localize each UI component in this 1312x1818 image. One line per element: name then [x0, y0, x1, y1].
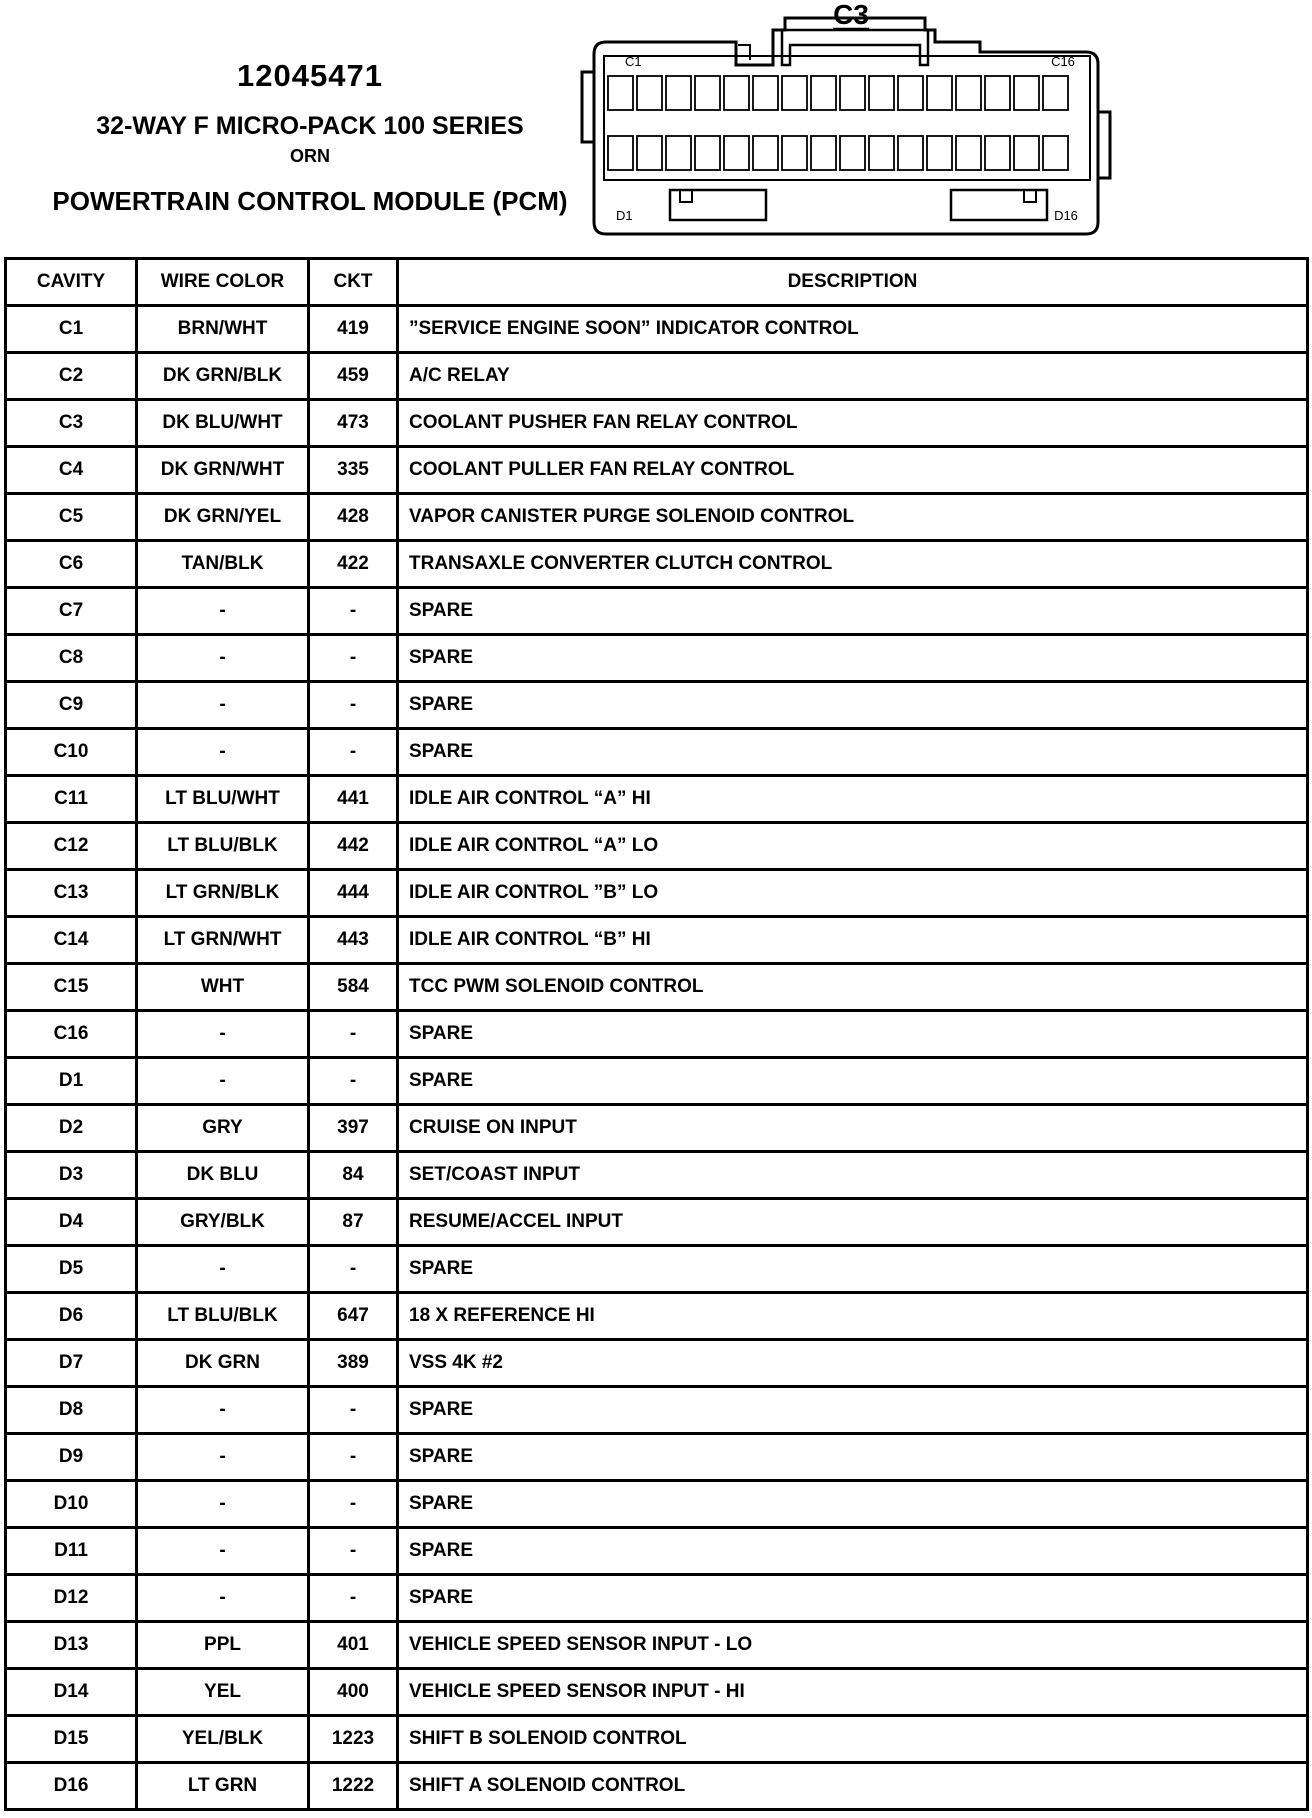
- pin-cavity-c12: [927, 76, 952, 110]
- cell-description: CRUISE ON INPUT: [398, 1105, 1308, 1152]
- cell-ckt: -: [309, 729, 398, 776]
- cell-description: SPARE: [398, 1575, 1308, 1622]
- cell-wire-color: -: [137, 588, 309, 635]
- pin-cavity-c7: [782, 76, 807, 110]
- cell-description: TCC PWM SOLENOID CONTROL: [398, 964, 1308, 1011]
- cell-ckt: 1222: [309, 1763, 398, 1810]
- cell-description: SHIFT A SOLENOID CONTROL: [398, 1763, 1308, 1810]
- pin-cavity-c2: [637, 76, 662, 110]
- cell-cavity: C14: [6, 917, 137, 964]
- module-name: POWERTRAIN CONTROL MODULE (PCM): [52, 186, 568, 216]
- cell-cavity: C2: [6, 353, 137, 400]
- table-row: [6, 1528, 1308, 1575]
- table-row: [6, 682, 1308, 729]
- cell-ckt: -: [309, 1481, 398, 1528]
- cell-cavity: C9: [6, 682, 137, 729]
- pin-cavity-d5: [724, 136, 749, 170]
- cell-description: VEHICLE SPEED SENSOR INPUT - HI: [398, 1669, 1308, 1716]
- cell-ckt: 473: [309, 400, 398, 447]
- cell-wire-color: -: [137, 1528, 309, 1575]
- cell-wire-color: -: [137, 682, 309, 729]
- pin-cavity-d10: [869, 136, 894, 170]
- cell-cavity: C11: [6, 776, 137, 823]
- cell-description: VAPOR CANISTER PURGE SOLENOID CONTROL: [398, 494, 1308, 541]
- cell-wire-color: DK GRN: [137, 1340, 309, 1387]
- pin-cavity-c6: [753, 76, 778, 110]
- cell-cavity: C6: [6, 541, 137, 588]
- table-row: [6, 494, 1308, 541]
- pin-cavity-d11: [898, 136, 923, 170]
- header-wire-color: WIRE COLOR: [137, 259, 309, 306]
- cell-description: SET/COAST INPUT: [398, 1152, 1308, 1199]
- cell-cavity: D5: [6, 1246, 137, 1293]
- cell-ckt: 428: [309, 494, 398, 541]
- cell-ckt: 441: [309, 776, 398, 823]
- cell-description: SPARE: [398, 682, 1308, 729]
- pin-cavity-d8: [811, 136, 836, 170]
- connector-type: 32-WAY F MICRO-PACK 100 SERIES: [96, 112, 524, 140]
- cell-description: VEHICLE SPEED SENSOR INPUT - LO: [398, 1622, 1308, 1669]
- table-row: [6, 964, 1308, 1011]
- connector-color: ORN: [290, 146, 330, 166]
- pin-cavity-d6: [753, 136, 778, 170]
- cell-ckt: 389: [309, 1340, 398, 1387]
- cell-ckt: 444: [309, 870, 398, 917]
- table-row: [6, 1387, 1308, 1434]
- cell-ckt: 401: [309, 1622, 398, 1669]
- table-row: [6, 1669, 1308, 1716]
- cell-description: SPARE: [398, 1528, 1308, 1575]
- cell-description: SHIFT B SOLENOID CONTROL: [398, 1716, 1308, 1763]
- cell-ckt: 459: [309, 353, 398, 400]
- cell-wire-color: LT GRN/BLK: [137, 870, 309, 917]
- cell-cavity: D4: [6, 1199, 137, 1246]
- cell-wire-color: -: [137, 1058, 309, 1105]
- pinout-table: [4, 257, 1309, 1811]
- table-row: [6, 1622, 1308, 1669]
- table-row: [6, 306, 1308, 353]
- table-row: [6, 823, 1308, 870]
- cell-ckt: 443: [309, 917, 398, 964]
- cell-ckt: -: [309, 1058, 398, 1105]
- cell-ckt: -: [309, 1575, 398, 1622]
- table-row: [6, 870, 1308, 917]
- pin-cavity-d2: [637, 136, 662, 170]
- pin-label-c1: C1: [625, 54, 642, 69]
- cell-cavity: D6: [6, 1293, 137, 1340]
- cell-cavity: D8: [6, 1387, 137, 1434]
- cell-description: SPARE: [398, 1481, 1308, 1528]
- cell-ckt: 419: [309, 306, 398, 353]
- cell-wire-color: -: [137, 1387, 309, 1434]
- pin-cavity-c11: [898, 76, 923, 110]
- cell-description: SPARE: [398, 1246, 1308, 1293]
- cell-ckt: -: [309, 1434, 398, 1481]
- cell-cavity: D13: [6, 1622, 137, 1669]
- cell-wire-color: DK GRN/BLK: [137, 353, 309, 400]
- cell-wire-color: -: [137, 1011, 309, 1058]
- cell-ckt: -: [309, 1246, 398, 1293]
- cell-description: IDLE AIR CONTROL “A” LO: [398, 823, 1308, 870]
- pin-cavity-c3: [666, 76, 691, 110]
- cell-wire-color: DK BLU/WHT: [137, 400, 309, 447]
- cell-wire-color: -: [137, 1434, 309, 1481]
- cell-ckt: 442: [309, 823, 398, 870]
- table-row: [6, 917, 1308, 964]
- cell-cavity: D11: [6, 1528, 137, 1575]
- cell-description: IDLE AIR CONTROL “B” HI: [398, 917, 1308, 964]
- table-row: [6, 400, 1308, 447]
- cell-ckt: -: [309, 1387, 398, 1434]
- cell-ckt: 397: [309, 1105, 398, 1152]
- table-row: [6, 353, 1308, 400]
- cell-wire-color: LT BLU/WHT: [137, 776, 309, 823]
- cell-wire-color: BRN/WHT: [137, 306, 309, 353]
- table-header-row: [6, 259, 1308, 306]
- cell-wire-color: LT BLU/BLK: [137, 823, 309, 870]
- cell-description: SPARE: [398, 588, 1308, 635]
- pin-cavity-d9: [840, 136, 865, 170]
- table-row: [6, 1293, 1308, 1340]
- cell-description: SPARE: [398, 635, 1308, 682]
- cell-cavity: D3: [6, 1152, 137, 1199]
- cell-cavity: D9: [6, 1434, 137, 1481]
- cell-wire-color: GRY: [137, 1105, 309, 1152]
- cell-description: COOLANT PULLER FAN RELAY CONTROL: [398, 447, 1308, 494]
- cell-wire-color: PPL: [137, 1622, 309, 1669]
- table-row: [6, 1340, 1308, 1387]
- pin-cavity-d4: [695, 136, 720, 170]
- table-row: [6, 776, 1308, 823]
- pin-cavity-c16: [1043, 76, 1068, 110]
- cell-cavity: D1: [6, 1058, 137, 1105]
- table-row: [6, 1152, 1308, 1199]
- cell-description: A/C RELAY: [398, 353, 1308, 400]
- cell-ckt: 584: [309, 964, 398, 1011]
- pin-cavity-d16: [1043, 136, 1068, 170]
- pin-cavity-c5: [724, 76, 749, 110]
- cell-cavity: D15: [6, 1716, 137, 1763]
- cell-wire-color: YEL: [137, 1669, 309, 1716]
- cell-ckt: -: [309, 1011, 398, 1058]
- cell-description: SPARE: [398, 1011, 1308, 1058]
- cell-description: IDLE AIR CONTROL “A” HI: [398, 776, 1308, 823]
- cell-ckt: 422: [309, 541, 398, 588]
- pin-cavity-d3: [666, 136, 691, 170]
- table-row: [6, 1481, 1308, 1528]
- table-row: [6, 1763, 1308, 1810]
- cell-cavity: C5: [6, 494, 137, 541]
- pin-cavity-d12: [927, 136, 952, 170]
- connector-diagram: [568, 0, 1168, 240]
- cell-ckt: -: [309, 682, 398, 729]
- part-number: 12045471: [237, 58, 383, 93]
- cell-cavity: C3: [6, 400, 137, 447]
- pin-cavity-d14: [985, 136, 1010, 170]
- pin-label-c16: C16: [1051, 54, 1075, 69]
- cell-ckt: -: [309, 635, 398, 682]
- cell-wire-color: TAN/BLK: [137, 541, 309, 588]
- cell-description: TRANSAXLE CONVERTER CLUTCH CONTROL: [398, 541, 1308, 588]
- header-cavity: CAVITY: [6, 259, 137, 306]
- cell-ckt: 647: [309, 1293, 398, 1340]
- cell-description: 18 X REFERENCE HI: [398, 1293, 1308, 1340]
- cell-description: ”SERVICE ENGINE SOON” INDICATOR CONTROL: [398, 306, 1308, 353]
- cell-wire-color: -: [137, 635, 309, 682]
- cell-ckt: 87: [309, 1199, 398, 1246]
- cell-cavity: C12: [6, 823, 137, 870]
- cell-cavity: C7: [6, 588, 137, 635]
- pin-cavity-c10: [869, 76, 894, 110]
- table-row: [6, 1575, 1308, 1622]
- cell-cavity: C15: [6, 964, 137, 1011]
- cell-description: VSS 4K #2: [398, 1340, 1308, 1387]
- pin-cavity-c8: [811, 76, 836, 110]
- cell-wire-color: WHT: [137, 964, 309, 1011]
- pin-label-d1: D1: [616, 208, 633, 223]
- pin-row-c: [608, 76, 1068, 110]
- cell-cavity: C13: [6, 870, 137, 917]
- pin-cavity-d13: [956, 136, 981, 170]
- cell-description: SPARE: [398, 1434, 1308, 1481]
- pin-cavity-c1: [608, 76, 633, 110]
- cell-description: SPARE: [398, 1058, 1308, 1105]
- table-row: [6, 1105, 1308, 1152]
- cell-ckt: -: [309, 1528, 398, 1575]
- table-row: [6, 588, 1308, 635]
- header-ckt: CKT: [309, 259, 398, 306]
- pin-cavity-d7: [782, 136, 807, 170]
- cell-cavity: C4: [6, 447, 137, 494]
- cell-wire-color: YEL/BLK: [137, 1716, 309, 1763]
- table-row: [6, 1011, 1308, 1058]
- table-row: [6, 1716, 1308, 1763]
- pin-cavity-c9: [840, 76, 865, 110]
- pin-label-d16: D16: [1054, 208, 1078, 223]
- cell-wire-color: LT GRN: [137, 1763, 309, 1810]
- cell-cavity: C16: [6, 1011, 137, 1058]
- cell-wire-color: DK BLU: [137, 1152, 309, 1199]
- cell-cavity: D14: [6, 1669, 137, 1716]
- table-row: [6, 1058, 1308, 1105]
- pin-cavity-c14: [985, 76, 1010, 110]
- pin-cavity-c15: [1014, 76, 1039, 110]
- pin-cavity-d15: [1014, 136, 1039, 170]
- cell-ckt: -: [309, 588, 398, 635]
- table-row: [6, 1246, 1308, 1293]
- cell-wire-color: -: [137, 1246, 309, 1293]
- cell-ckt: 335: [309, 447, 398, 494]
- cell-ckt: 84: [309, 1152, 398, 1199]
- cell-description: SPARE: [398, 1387, 1308, 1434]
- cell-description: IDLE AIR CONTROL ”B” LO: [398, 870, 1308, 917]
- cell-cavity: D12: [6, 1575, 137, 1622]
- cell-cavity: D2: [6, 1105, 137, 1152]
- connector-label: C3: [833, 0, 869, 30]
- cell-description: SPARE: [398, 729, 1308, 776]
- cell-ckt: 1223: [309, 1716, 398, 1763]
- pin-cavity-d1: [608, 136, 633, 170]
- cell-wire-color: -: [137, 1481, 309, 1528]
- cell-description: COOLANT PUSHER FAN RELAY CONTROL: [398, 400, 1308, 447]
- cell-wire-color: LT BLU/BLK: [137, 1293, 309, 1340]
- cell-wire-color: GRY/BLK: [137, 1199, 309, 1246]
- cell-cavity: C8: [6, 635, 137, 682]
- header-description: DESCRIPTION: [398, 259, 1308, 306]
- pin-cavity-c13: [956, 76, 981, 110]
- cell-cavity: C1: [6, 306, 137, 353]
- table-row: [6, 1434, 1308, 1481]
- cell-cavity: D10: [6, 1481, 137, 1528]
- table-row: [6, 447, 1308, 494]
- cell-wire-color: DK GRN/YEL: [137, 494, 309, 541]
- pin-row-d: [608, 136, 1068, 170]
- cell-wire-color: -: [137, 729, 309, 776]
- cell-description: RESUME/ACCEL INPUT: [398, 1199, 1308, 1246]
- table-row: [6, 541, 1308, 588]
- cell-cavity: D16: [6, 1763, 137, 1810]
- cell-wire-color: DK GRN/WHT: [137, 447, 309, 494]
- pin-cavity-c4: [695, 76, 720, 110]
- cell-ckt: 400: [309, 1669, 398, 1716]
- cell-cavity: D7: [6, 1340, 137, 1387]
- cell-wire-color: -: [137, 1575, 309, 1622]
- cell-cavity: C10: [6, 729, 137, 776]
- cell-wire-color: LT GRN/WHT: [137, 917, 309, 964]
- table-row: [6, 729, 1308, 776]
- table-row: [6, 1199, 1308, 1246]
- table-row: [6, 635, 1308, 682]
